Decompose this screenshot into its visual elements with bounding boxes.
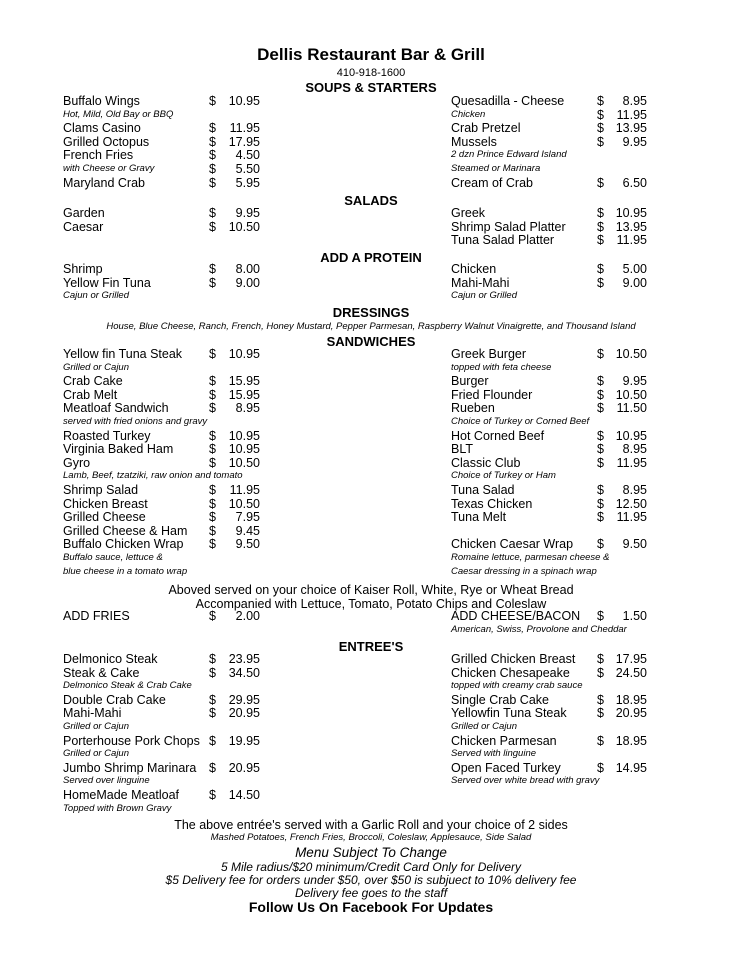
menu-item-price: 10.95 — [615, 428, 647, 443]
dollar-sign: $ — [597, 175, 604, 190]
menu-item-name: Mussels — [451, 134, 497, 149]
menu-item-description: Buffalo sauce, lettuce & — [63, 552, 163, 563]
menu-item-name: Texas Chicken — [451, 496, 533, 511]
menu-item-name: BLT — [451, 442, 473, 457]
menu-item-description: Grilled or Cajun — [63, 748, 129, 760]
menu-item-price: 9.00 — [235, 275, 260, 290]
menu-item-name: Single Crab Cake — [451, 692, 549, 707]
menu-item-price: 20.95 — [228, 706, 260, 721]
menu-item-name: Shrimp — [63, 262, 103, 276]
menu-item-description: Cajun or Grilled — [63, 290, 129, 302]
dollar-sign: $ — [597, 134, 604, 149]
menu-item-name: Chicken Parmesan — [451, 733, 557, 748]
menu-item-price: 15.95 — [228, 387, 260, 402]
sandwich-bread-note: Aboved served on your choice of Kaiser Roll, White, Rye or Wheat Bread — [168, 583, 574, 597]
menu-item-price: 18.95 — [615, 733, 647, 748]
menu-item-name: Yellowfin Tuna Steak — [451, 706, 567, 721]
dollar-sign: $ — [209, 401, 216, 416]
menu-item-price: 5.00 — [622, 262, 647, 276]
menu-item-name: Roasted Turkey — [63, 428, 151, 443]
menu-item-name: Chicken Chesapeake — [451, 665, 570, 680]
dollar-sign: $ — [209, 483, 216, 497]
menu-item-price: 8.95 — [622, 94, 647, 108]
menu-item-price: 6.50 — [622, 175, 647, 190]
menu-item-price: 11.95 — [616, 455, 647, 470]
dollar-sign: $ — [597, 94, 604, 108]
dollar-sign: $ — [597, 275, 604, 290]
phone-number: 410-918-1600 — [336, 67, 406, 79]
dollar-sign: $ — [597, 428, 604, 443]
dollar-sign: $ — [209, 760, 216, 775]
dollar-sign: $ — [597, 387, 604, 402]
dollar-sign: $ — [209, 692, 216, 707]
menu-item-description: American, Swiss, Provolone and Cheddar — [451, 623, 627, 635]
menu-item-name: Buffalo Chicken Wrap — [63, 537, 184, 552]
dollar-sign: $ — [209, 347, 216, 361]
dollar-sign: $ — [209, 523, 216, 538]
dollar-sign: $ — [209, 428, 216, 443]
menu-item-price: 10.50 — [615, 347, 647, 361]
dollar-sign: $ — [209, 442, 216, 457]
menu-item-name: Meatloaf Sandwich — [63, 401, 169, 416]
menu-item-name: Greek Burger — [451, 347, 527, 361]
dollar-sign: $ — [209, 134, 216, 149]
menu-item-price: 9.50 — [235, 537, 260, 552]
menu-item-price: 23.95 — [228, 652, 260, 666]
menu-item-name: Clams Casino — [63, 121, 141, 136]
menu-item-name: Porterhouse Pork Chops — [63, 733, 200, 748]
menu-item-name: Mahi-Mahi — [451, 275, 510, 290]
menu-item-price: 10.95 — [615, 206, 647, 220]
menu-item-name: HomeMade Meatloaf — [63, 788, 180, 802]
menu-item-price: 10.95 — [228, 442, 260, 457]
menu-item-price: 9.00 — [622, 275, 647, 290]
menu-item-price: 9.95 — [622, 134, 647, 149]
menu-item-price: 24.50 — [615, 665, 647, 680]
dollar-sign: $ — [597, 262, 604, 276]
dollar-sign: $ — [597, 206, 604, 220]
dollar-sign: $ — [597, 374, 604, 389]
menu-item-price: 10.95 — [228, 428, 260, 443]
menu-item-price: 17.95 — [228, 134, 260, 149]
menu-item-price: 12.50 — [615, 496, 647, 511]
dollar-sign: $ — [209, 455, 216, 470]
dollar-sign: $ — [209, 788, 216, 802]
menu-item-price: 8.95 — [622, 442, 647, 457]
menu-item-description: with Cheese or Gravy — [63, 163, 155, 174]
dollar-sign: $ — [597, 219, 604, 234]
menu-item-name: Grilled Octopus — [63, 134, 150, 149]
menu-item-price: 10.50 — [615, 387, 647, 402]
dollar-sign: $ — [209, 148, 216, 163]
menu-item-price: 9.95 — [235, 206, 260, 220]
menu-item-description: Topped with Brown Gravy — [63, 802, 172, 814]
menu-item-description: Choice of Turkey or Ham — [451, 470, 556, 482]
menu-item-description: topped with creamy crab sauce — [451, 680, 583, 692]
dollar-sign: $ — [209, 94, 216, 108]
menu-item-name: Mahi-Mahi — [63, 706, 122, 721]
menu-item-name: French Fries — [63, 148, 134, 163]
menu-item-price: 13.95 — [615, 121, 647, 136]
menu-item-price: 5.95 — [235, 175, 260, 190]
dollar-sign: $ — [209, 537, 216, 552]
section-salads: SALADS — [344, 193, 398, 208]
menu-item-name: Garden — [63, 206, 105, 220]
entree-sides-note: The above entrée's served with a Garlic Roll and your choice of 2 sides — [174, 818, 568, 832]
menu-item-price: 10.50 — [228, 496, 260, 511]
menu-item-price: 20.95 — [615, 706, 647, 721]
menu-item-description: Served over linguine — [63, 775, 150, 787]
dollar-sign: $ — [209, 510, 216, 525]
menu-item-name: Burger — [451, 374, 489, 389]
menu-item-name: Grilled Chicken Breast — [451, 652, 576, 666]
menu-item-description: blue cheese in a tomato wrap — [63, 565, 188, 577]
menu-item-description: 2 dzn Prince Edward Island — [451, 149, 567, 161]
dollar-sign: $ — [597, 510, 604, 525]
dollar-sign: $ — [597, 733, 604, 748]
menu-item-price: 20.95 — [228, 760, 260, 775]
menu-item-price: 8.95 — [235, 401, 260, 416]
menu-item-name: Jumbo Shrimp Marinara — [63, 760, 197, 775]
dollar-sign: $ — [597, 121, 604, 136]
menu-item-name: Open Faced Turkey — [451, 760, 561, 775]
menu-item-price: 8.95 — [622, 483, 647, 497]
menu-item-price: 19.95 — [228, 733, 260, 748]
dollar-sign: $ — [597, 665, 604, 680]
menu-item-name: Yellow Fin Tuna — [63, 275, 151, 290]
menu-item-price: 14.50 — [228, 788, 260, 802]
menu-item-name: Steak & Cake — [63, 665, 140, 680]
menu-item-price: 10.95 — [228, 94, 260, 108]
dollar-sign: $ — [209, 609, 216, 623]
menu-item-name: Crab Cake — [63, 374, 123, 389]
dollar-sign: $ — [597, 609, 604, 623]
menu-item-price: 9.50 — [622, 537, 647, 552]
menu-item-price: 9.45 — [235, 523, 260, 538]
menu-item-name: Shrimp Salad Platter — [451, 219, 566, 234]
dollar-sign: $ — [597, 233, 604, 248]
menu-item-description: Steamed or Marinara — [451, 163, 541, 174]
menu-item-name: Shrimp Salad — [63, 483, 139, 497]
menu-item-price: 8.00 — [235, 262, 260, 276]
dollar-sign: $ — [597, 107, 604, 122]
menu-item-description: Served with linguine — [451, 748, 537, 760]
menu-item-name: Tuna Melt — [451, 510, 507, 525]
menu-item-name: Caesar — [63, 219, 104, 234]
section-entrees: ENTREE'S — [338, 639, 404, 654]
menu-item-price: 5.50 — [235, 162, 260, 176]
menu-item-name: Crab Melt — [63, 387, 118, 402]
section-add-a-protein: ADD A PROTEIN — [320, 250, 422, 265]
dressings-list: House, Blue Cheese, Ranch, French, Honey Mustard, Pepper Parmesan, Raspberry Walnut Vinaigrette, and Thousand Island — [106, 321, 636, 332]
dollar-sign: $ — [597, 483, 604, 497]
menu-item-price: 11.95 — [229, 121, 260, 136]
menu-item-price: 4.50 — [235, 148, 260, 163]
menu-item-name: Gyro — [63, 455, 91, 470]
menu-item-name: Cream of Crab — [451, 175, 533, 190]
menu-item-name: Grilled Cheese & Ham — [63, 523, 188, 538]
menu-item-price: 2.00 — [235, 609, 260, 623]
menu-item-name: Virginia Baked Ham — [63, 442, 174, 457]
dollar-sign: $ — [209, 496, 216, 511]
menu-item-name: Double Crab Cake — [63, 692, 166, 707]
menu-item-description: Grilled or Cajun — [63, 721, 129, 732]
menu-item-price: 14.95 — [615, 760, 647, 775]
dollar-sign: $ — [209, 121, 216, 136]
dollar-sign: $ — [209, 162, 216, 176]
menu-item-name: ADD FRIES — [63, 609, 130, 623]
dollar-sign: $ — [597, 537, 604, 552]
menu-item-price: 17.95 — [615, 652, 647, 666]
menu-item-price: 7.95 — [235, 510, 260, 525]
menu-item-name: Fried Flounder — [451, 387, 533, 402]
dollar-sign: $ — [597, 401, 604, 416]
entree-sides-list: Mashed Potatoes, French Fries, Broccoli, Coleslaw, Applesauce, Side Salad — [210, 832, 532, 843]
menu-item-price: 29.95 — [228, 692, 260, 707]
dollar-sign: $ — [597, 347, 604, 361]
menu-item-description: topped with feta cheese — [451, 361, 552, 373]
dollar-sign: $ — [209, 206, 216, 220]
menu-change-note: Menu Subject To Change — [295, 845, 447, 860]
menu-item-name: Tuna Salad Platter — [451, 233, 555, 248]
delivery-staff-note: Delivery fee goes to the staff — [294, 886, 448, 900]
dollar-sign: $ — [209, 219, 216, 234]
section-soups-starters: SOUPS & STARTERS — [305, 80, 437, 95]
menu-item-description: Grilled or Cajun — [451, 721, 517, 732]
dollar-sign: $ — [209, 706, 216, 721]
menu-item-name: Crab Pretzel — [451, 121, 521, 136]
menu-item-description: Hot, Mild, Old Bay or BBQ — [63, 108, 174, 120]
menu-item-description: Grilled or Cajun — [63, 361, 129, 373]
dollar-sign: $ — [597, 455, 604, 470]
menu-item-price: 13.95 — [615, 219, 647, 234]
menu-item-name: Classic Club — [451, 455, 521, 470]
menu-item-name: Grilled Cheese — [63, 510, 146, 525]
dollar-sign: $ — [597, 692, 604, 707]
dollar-sign: $ — [209, 262, 216, 276]
menu-item-name: Quesadilla - Cheese — [451, 94, 565, 108]
menu-item-description: Cajun or Grilled — [451, 290, 517, 302]
dollar-sign: $ — [597, 442, 604, 457]
dollar-sign: $ — [597, 706, 604, 721]
menu-item-price: 11.95 — [616, 107, 647, 122]
menu-item-name: ADD CHEESE/BACON — [451, 609, 581, 623]
menu-item-name: Tuna Salad — [451, 483, 515, 497]
menu-item-price: 11.95 — [229, 483, 260, 497]
menu-item-price: 10.50 — [228, 219, 260, 234]
restaurant-title: Dellis Restaurant Bar & Grill — [257, 45, 485, 64]
delivery-radius-note: 5 Mile radius/$20 minimum/Credit Card Only for Delivery — [220, 860, 522, 874]
menu-item-description: Delmonico Steak & Crab Cake — [63, 680, 192, 692]
dollar-sign: $ — [209, 374, 216, 389]
menu-item-price: 11.95 — [616, 233, 647, 248]
section-dressings: DRESSINGS — [332, 305, 410, 320]
menu-item-price: 9.95 — [622, 374, 647, 389]
dollar-sign: $ — [597, 496, 604, 511]
menu-item-name: Rueben — [451, 401, 495, 416]
facebook-note: Follow Us On Facebook For Updates — [248, 899, 494, 915]
menu-item-name: Chicken Caesar Wrap — [451, 537, 574, 552]
menu-item-description: served with fried onions and gravy — [63, 416, 208, 427]
menu-item-description: Lamb, Beef, tzatziki, raw onion and tomato — [63, 470, 243, 482]
delivery-fee-note: $5 Delivery fee for orders under $50, over $50 is subjuect to 10% delivery fee — [165, 873, 577, 887]
menu-item-description: Caesar dressing in a spinach wrap — [451, 565, 597, 577]
dollar-sign: $ — [209, 665, 216, 680]
menu-item-name: Hot Corned Beef — [451, 428, 545, 443]
menu-item-price: 11.95 — [616, 510, 647, 525]
dollar-sign: $ — [209, 652, 216, 666]
menu-item-name: Buffalo Wings — [63, 94, 140, 108]
dollar-sign: $ — [209, 733, 216, 748]
menu-item-name: Chicken Breast — [63, 496, 148, 511]
menu-item-price: 18.95 — [615, 692, 647, 707]
menu-item-description: Chicken — [451, 108, 486, 120]
menu-item-description: Romaine lettuce, parmesan cheese & — [451, 552, 610, 563]
dollar-sign: $ — [597, 760, 604, 775]
dollar-sign: $ — [209, 275, 216, 290]
menu-item-name: Chicken — [451, 262, 497, 276]
menu-item-name: Delmonico Steak — [63, 652, 158, 666]
menu-item-price: 10.95 — [228, 347, 260, 361]
menu-item-price: 34.50 — [228, 665, 260, 680]
dollar-sign: $ — [209, 175, 216, 190]
menu-item-price: 10.50 — [228, 455, 260, 470]
menu-item-description: Served over white bread with gravy — [451, 775, 600, 787]
sandwich-sides-note: Accompanied with Lettuce, Tomato, Potato Chips and Coleslaw — [195, 597, 547, 611]
menu-item-description: Choice of Turkey or Corned Beef — [451, 416, 590, 427]
section-sandwiches: SANDWICHES — [326, 334, 416, 349]
menu-item-name: Greek — [451, 206, 486, 220]
menu-item-name: Yellow fin Tuna Steak — [63, 347, 183, 361]
dollar-sign: $ — [597, 652, 604, 666]
menu-item-price: 1.50 — [622, 609, 647, 623]
menu-item-price: 11.50 — [616, 401, 647, 416]
dollar-sign: $ — [209, 387, 216, 402]
menu-item-price: 15.95 — [228, 374, 260, 389]
menu-item-name: Maryland Crab — [63, 175, 145, 190]
